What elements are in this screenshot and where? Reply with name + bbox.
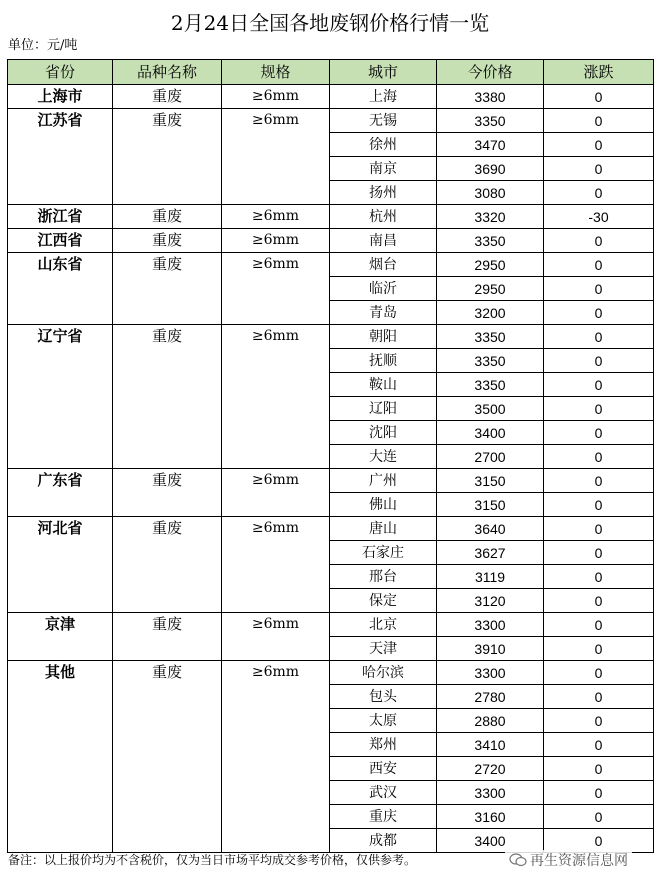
city-cell: 郑州: [330, 733, 437, 757]
city-cell: 唐山: [330, 517, 437, 541]
change-cell: 0: [544, 373, 654, 397]
price-cell: 3350: [437, 349, 544, 373]
province-cell: 江苏省: [8, 109, 113, 205]
change-cell: 0: [544, 781, 654, 805]
city-cell: 辽阳: [330, 397, 437, 421]
change-cell: 0: [544, 517, 654, 541]
spec-cell: ≥6mm: [222, 661, 330, 853]
city-cell: 鞍山: [330, 373, 437, 397]
price-cell: 2950: [437, 277, 544, 301]
price-cell: 3350: [437, 373, 544, 397]
change-cell: 0: [544, 469, 654, 493]
price-cell: 3350: [437, 325, 544, 349]
kind-cell: 重废: [113, 325, 222, 469]
change-cell: 0: [544, 301, 654, 325]
city-cell: 广州: [330, 469, 437, 493]
province-cell: 河北省: [8, 517, 113, 613]
price-cell: 3410: [437, 733, 544, 757]
price-cell: 3300: [437, 781, 544, 805]
header-spec: 规格: [222, 60, 330, 85]
price-cell: 3120: [437, 589, 544, 613]
kind-cell: 重废: [113, 517, 222, 613]
price-cell: 3300: [437, 661, 544, 685]
change-cell: 0: [544, 181, 654, 205]
price-cell: 3119: [437, 565, 544, 589]
header-city: 城市: [330, 60, 437, 85]
price-cell: 2720: [437, 757, 544, 781]
province-cell: 广东省: [8, 469, 113, 517]
spec-cell: ≥6mm: [222, 253, 330, 325]
kind-cell: 重废: [113, 661, 222, 853]
province-cell: 山东省: [8, 253, 113, 325]
header-change: 涨跌: [544, 60, 654, 85]
change-cell: 0: [544, 709, 654, 733]
price-cell: 2880: [437, 709, 544, 733]
price-cell: 3690: [437, 157, 544, 181]
price-cell: 3350: [437, 109, 544, 133]
table-row: [8, 85, 654, 109]
city-cell: 北京: [330, 613, 437, 637]
kind-cell: 重废: [113, 229, 222, 253]
price-cell: 3400: [437, 421, 544, 445]
price-cell: 2780: [437, 685, 544, 709]
watermark: [505, 850, 632, 870]
change-cell: 0: [544, 637, 654, 661]
table-row: [8, 613, 654, 637]
city-cell: 徐州: [330, 133, 437, 157]
city-cell: 朝阳: [330, 325, 437, 349]
city-cell: 佛山: [330, 493, 437, 517]
change-cell: 0: [544, 757, 654, 781]
price-cell: 3160: [437, 805, 544, 829]
change-cell: 0: [544, 157, 654, 181]
price-cell: 3500: [437, 397, 544, 421]
price-cell: 3627: [437, 541, 544, 565]
spec-cell: ≥6mm: [222, 469, 330, 517]
change-cell: 0: [544, 109, 654, 133]
province-cell: 浙江省: [8, 205, 113, 229]
price-cell: 2950: [437, 253, 544, 277]
province-cell: 上海市: [8, 85, 113, 109]
spec-cell: ≥6mm: [222, 85, 330, 109]
city-cell: 无锡: [330, 109, 437, 133]
price-cell: 3400: [437, 829, 544, 853]
change-cell: 0: [544, 805, 654, 829]
city-cell: 南昌: [330, 229, 437, 253]
province-cell: 江西省: [8, 229, 113, 253]
price-cell: 3150: [437, 493, 544, 517]
watermark-text: 再生资源信息网: [530, 852, 628, 868]
change-cell: 0: [544, 133, 654, 157]
city-cell: 沈阳: [330, 421, 437, 445]
price-cell: 3300: [437, 613, 544, 637]
city-cell: 抚顺: [330, 349, 437, 373]
price-cell: 3350: [437, 229, 544, 253]
city-cell: 重庆: [330, 805, 437, 829]
change-cell: 0: [544, 493, 654, 517]
city-cell: 太原: [330, 709, 437, 733]
change-cell: 0: [544, 349, 654, 373]
city-cell: 西安: [330, 757, 437, 781]
city-cell: 石家庄: [330, 541, 437, 565]
province-cell: 其他: [8, 661, 113, 853]
city-cell: 成都: [330, 829, 437, 853]
price-cell: 3910: [437, 637, 544, 661]
spec-cell: ≥6mm: [222, 229, 330, 253]
table-row: [8, 253, 654, 277]
table-row: [8, 229, 654, 253]
change-cell: 0: [544, 733, 654, 757]
spec-cell: ≥6mm: [222, 517, 330, 613]
change-cell: 0: [544, 541, 654, 565]
wechat-icon: [509, 853, 527, 870]
city-cell: 邢台: [330, 565, 437, 589]
change-cell: 0: [544, 445, 654, 469]
table-body: [8, 85, 654, 853]
price-cell: 2700: [437, 445, 544, 469]
page-title: 2月24日全国各地废钢价格行情一览: [170, 11, 490, 35]
table-row: [8, 469, 654, 493]
change-cell: 0: [544, 253, 654, 277]
city-cell: 南京: [330, 157, 437, 181]
change-cell: 0: [544, 277, 654, 301]
city-cell: 临沂: [330, 277, 437, 301]
price-cell: 3380: [437, 85, 544, 109]
city-cell: 哈尔滨: [330, 661, 437, 685]
change-cell: 0: [544, 589, 654, 613]
price-cell: 3150: [437, 469, 544, 493]
price-table: [7, 59, 654, 853]
province-cell: 辽宁省: [8, 325, 113, 469]
kind-cell: 重废: [113, 613, 222, 661]
change-cell: -30: [544, 205, 654, 229]
header-kind: 品种名称: [113, 60, 222, 85]
kind-cell: 重废: [113, 469, 222, 517]
city-cell: 烟台: [330, 253, 437, 277]
price-cell: 3080: [437, 181, 544, 205]
city-cell: 包头: [330, 685, 437, 709]
price-cell: 3640: [437, 517, 544, 541]
city-cell: 大连: [330, 445, 437, 469]
spec-cell: ≥6mm: [222, 109, 330, 205]
change-cell: 0: [544, 325, 654, 349]
kind-cell: 重废: [113, 205, 222, 229]
change-cell: 0: [544, 421, 654, 445]
change-cell: 0: [544, 661, 654, 685]
city-cell: 武汉: [330, 781, 437, 805]
unit-label: 单位：元/吨: [8, 38, 78, 53]
change-cell: 0: [544, 685, 654, 709]
province-cell: 京津: [8, 613, 113, 661]
city-cell: 保定: [330, 589, 437, 613]
header-province: 省份: [8, 60, 113, 85]
city-cell: 杭州: [330, 205, 437, 229]
change-cell: 0: [544, 829, 654, 853]
price-cell: 3470: [437, 133, 544, 157]
header-price: 今价格: [437, 60, 544, 85]
table-row: [8, 205, 654, 229]
table-row: [8, 325, 654, 349]
change-cell: 0: [544, 397, 654, 421]
table-row: [8, 661, 654, 685]
kind-cell: 重废: [113, 85, 222, 109]
header-row: [8, 60, 654, 85]
change-cell: 0: [544, 85, 654, 109]
spec-cell: ≥6mm: [222, 205, 330, 229]
table-row: [8, 517, 654, 541]
city-cell: 上海: [330, 85, 437, 109]
price-cell: 3320: [437, 205, 544, 229]
table-row: [8, 109, 654, 133]
city-cell: 扬州: [330, 181, 437, 205]
spec-cell: ≥6mm: [222, 325, 330, 469]
city-cell: 青岛: [330, 301, 437, 325]
city-cell: 天津: [330, 637, 437, 661]
footer-note: 备注：以上报价均为不含税价，仅为当日市场平均成交参考价格，仅供参考。: [8, 853, 417, 867]
change-cell: 0: [544, 613, 654, 637]
price-cell: 3200: [437, 301, 544, 325]
spec-cell: ≥6mm: [222, 613, 330, 661]
change-cell: 0: [544, 229, 654, 253]
kind-cell: 重废: [113, 109, 222, 205]
kind-cell: 重废: [113, 253, 222, 325]
change-cell: 0: [544, 565, 654, 589]
